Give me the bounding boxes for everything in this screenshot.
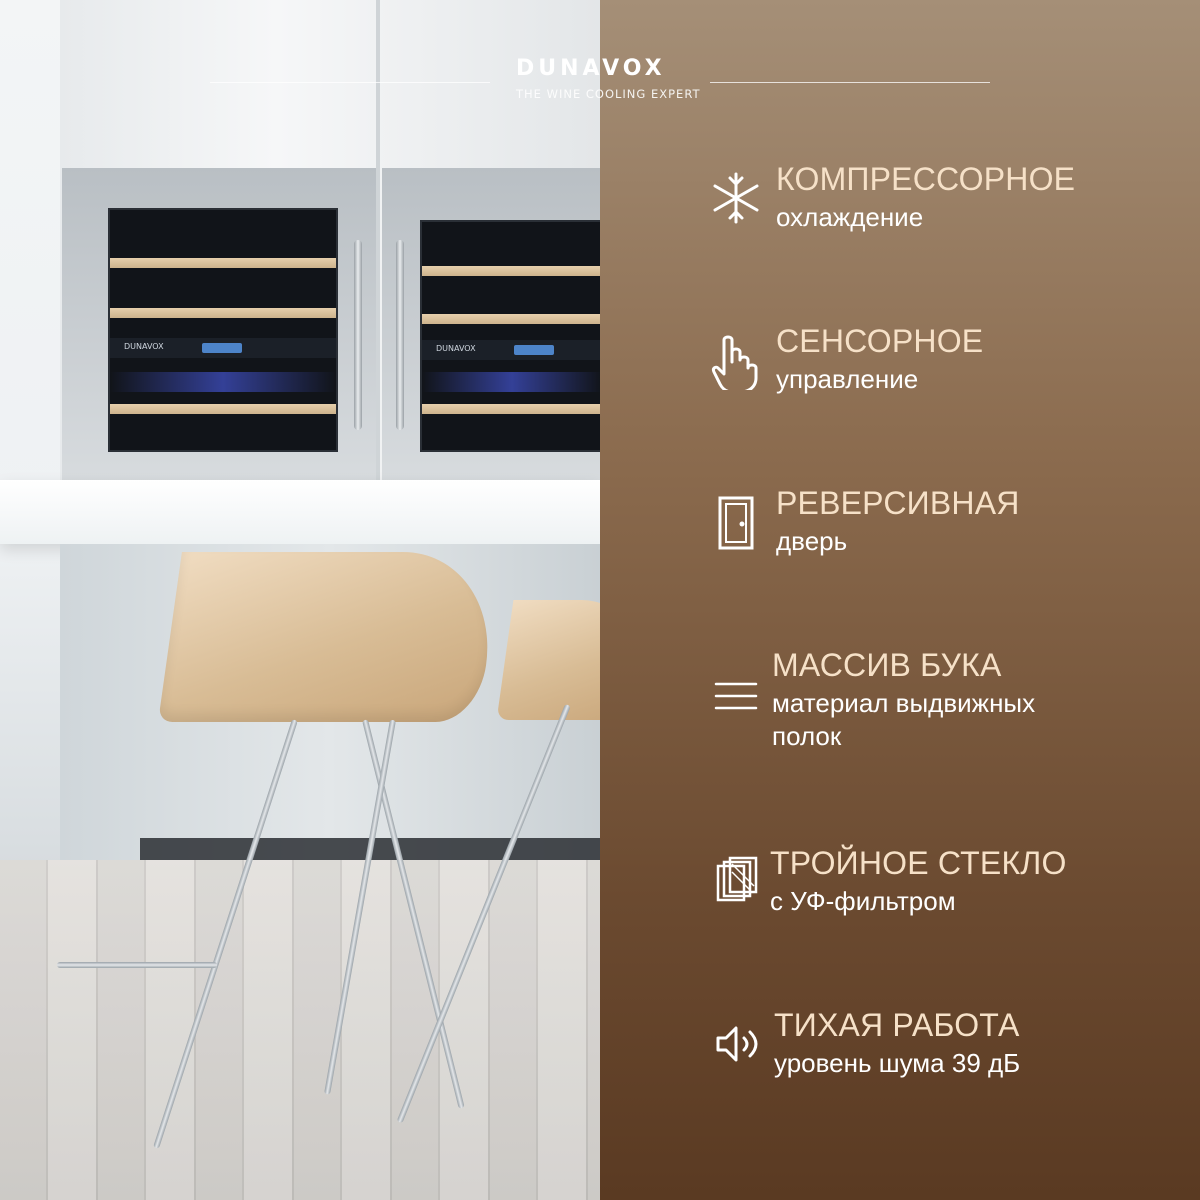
- feature-title: ТРОЙНОЕ СТЕКЛО: [770, 845, 1067, 881]
- lcd-display: [514, 345, 554, 355]
- feature-beech-shelves: [700, 648, 1160, 758]
- feature-text: [772, 648, 1102, 752]
- feature-subtitle: материал выдвижных полок: [772, 688, 1036, 751]
- shelf: [110, 308, 336, 318]
- panel-brand-label: DUNAVOX: [436, 344, 476, 353]
- feature-text: [776, 162, 1075, 234]
- stool-seat: [158, 552, 502, 722]
- feature-touch-control: [700, 324, 1160, 404]
- feature-reversible-door: [700, 486, 1160, 566]
- snowflake-icon: [700, 162, 772, 234]
- feature-subtitle: дверь: [776, 526, 848, 557]
- brand-tagline: THE WINE COOLING EXPERT: [516, 87, 701, 101]
- feature-quiet-operation: [700, 1008, 1160, 1088]
- blue-light: [422, 372, 600, 392]
- feature-title: ТИХАЯ РАБОТА: [774, 1007, 1020, 1043]
- shelf: [110, 404, 336, 414]
- shelves-lines-icon: [700, 660, 772, 732]
- shelf: [422, 266, 600, 276]
- feature-subtitle: уровень шума 39 дБ: [774, 1048, 1021, 1079]
- feature-subtitle: управление: [776, 364, 919, 395]
- triple-glass-icon: [700, 846, 772, 918]
- feature-text: [770, 846, 1067, 918]
- shelf: [422, 314, 600, 324]
- feature-subtitle: с УФ-фильтром: [770, 886, 956, 917]
- shelf: [110, 258, 336, 268]
- brand-name: DUNAVOX: [516, 56, 666, 81]
- feature-subtitle: охлаждение: [776, 202, 924, 233]
- blue-light: [110, 372, 336, 392]
- stool-footrest: [57, 962, 217, 968]
- feature-text: [774, 1008, 1020, 1080]
- control-panel: [110, 338, 336, 358]
- feature-compressor-cooling: [700, 162, 1160, 242]
- feature-triple-glass: [700, 846, 1160, 926]
- floor: [0, 860, 600, 1200]
- stool-seat-secondary: [497, 600, 600, 720]
- feature-title: МАССИВ БУКА: [772, 647, 1002, 683]
- feature-title: КОМПРЕССОРНОЕ: [776, 161, 1076, 197]
- wine-cooler-right-glass: [420, 220, 600, 452]
- lcd-display: [202, 343, 242, 353]
- panel-brand-label: DUNAVOX: [124, 342, 164, 351]
- feature-title: РЕВЕРСИВНАЯ: [776, 485, 1020, 521]
- brand-logo: [516, 56, 701, 101]
- door-handle-right: [396, 240, 404, 430]
- shelf: [422, 404, 600, 414]
- door-handle-left: [354, 240, 362, 430]
- countertop: [0, 480, 600, 544]
- speaker-icon: [700, 1008, 772, 1080]
- feature-text: [776, 486, 1020, 558]
- door-icon: [700, 486, 772, 558]
- logo-divider-left: [210, 82, 490, 83]
- control-panel: [422, 340, 600, 360]
- logo-divider-right: [710, 82, 990, 83]
- wine-cooler-left-glass: [108, 208, 338, 452]
- touch-hand-icon: [700, 324, 772, 396]
- feature-text: [776, 324, 983, 396]
- feature-title: СЕНСОРНОЕ: [776, 323, 984, 359]
